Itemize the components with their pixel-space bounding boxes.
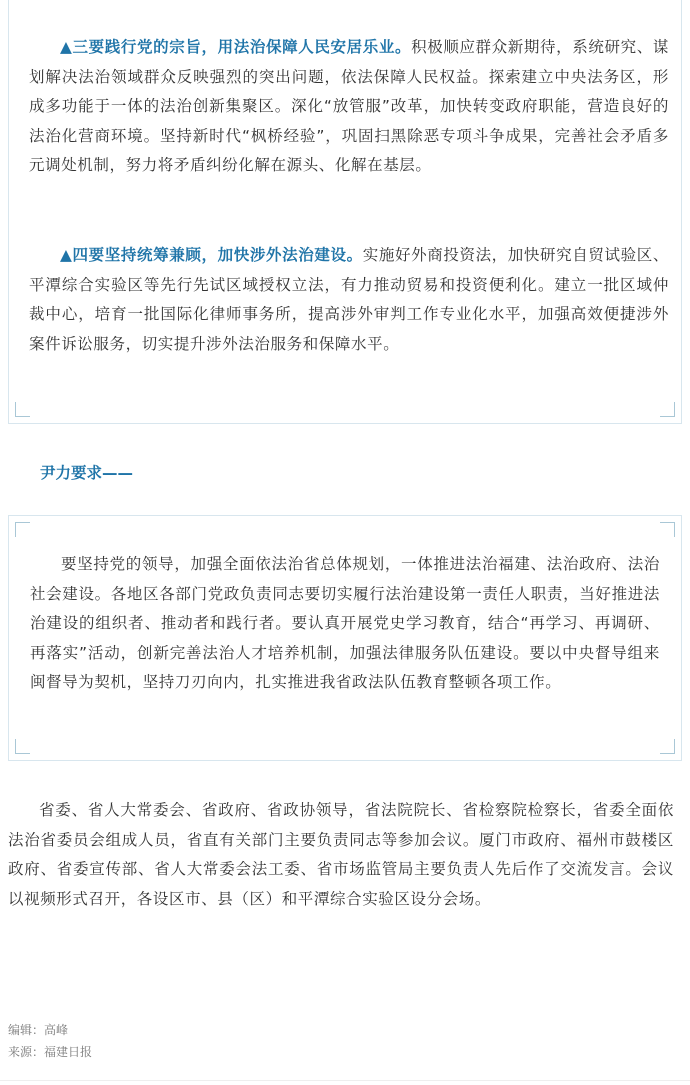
frame-corner-bottom-right [660,402,675,417]
third-requirement-body: 积极顺应群众新期待，系统研究、谋划解决法治领域群众反映强烈的突出问题，依法保障人民权益。探索建立中央法务区，形成多功能于一体的法治创新集聚区。深化“放管服”改革，加快转变政府职能，营造良好的法治化营商环境。坚持新时代“枫桥经验”，巩固扫黑除恶专项斗争成果，完善社会矛盾多元调处机制，努力将矛盾纠纷化解在源头、化解在基层。 [29,38,669,175]
content-box-top [8,0,682,424]
frame-corner-bottom-left [15,402,30,417]
frame-corner-bottom-left [15,739,30,754]
frame-corner-top-right [660,522,675,537]
third-requirement-heading: ▲三要践行党的宗旨，用法治保障人民安居乐业。 [60,38,412,56]
section-title: 尹力要求—— [40,464,134,482]
paragraph-third-requirement [29,33,669,181]
fourth-requirement-body: 实施好外商投资法，加快研究自贸试验区、平潭综合实验区等先行先试区域授权立法，有力推动贸易和投资便利化。建立一批区域仲裁中心，培育一批国际化律师事务所，提高涉外审判工作专业化水平，加强高效便捷涉外案件诉讼服务，切实提升涉外法治服务和保障水平。 [29,246,669,353]
frame-corner-top-left [15,522,30,537]
paragraph-requirements-body: 要坚持党的领导，加强全面依法治省总体规划，一体推进法治福建、法治政府、法治社会建设。各地区各部门党政负责同志要切实履行法治建设第一责任人职责，当好推进法治建设的组织者、推动者和践行者。要认真开展党史学习教育，结合“再学习、再调研、再落实”活动，创新完善法治人才培养机制，加强法律服务队伍建设。要以中央督导组来闽督导为契机，坚持刀刃向内，扎实推进我省政法队伍教育整顿各项工作。 [30,555,660,692]
content-box-quote [8,515,682,761]
paragraph-closing: 省委、省人大常委会、省政府、省政协领导，省法院院长、省检察院检察长，省委全面依法治省委员会组成人员，省直有关部门主要负责同志等参加会议。厦门市政府、福州市鼓楼区政府、省委宣传部、省人大常委会法工委、省市场监管局主要负责人先后作了交流发言。会议以视频形式召开，各设区市、县（区）和平潭综合实验区设分会场。 [8,801,674,908]
paragraph-fourth-requirement [29,241,669,359]
editor-credit: 编辑：高峰 [8,1023,69,1037]
bottom-divider [0,1080,690,1081]
frame-corner-bottom-right [660,739,675,754]
source-credit: 来源：福建日报 [8,1045,93,1059]
fourth-requirement-heading: ▲四要坚持统筹兼顾，加快涉外法治建设。 [60,246,363,264]
